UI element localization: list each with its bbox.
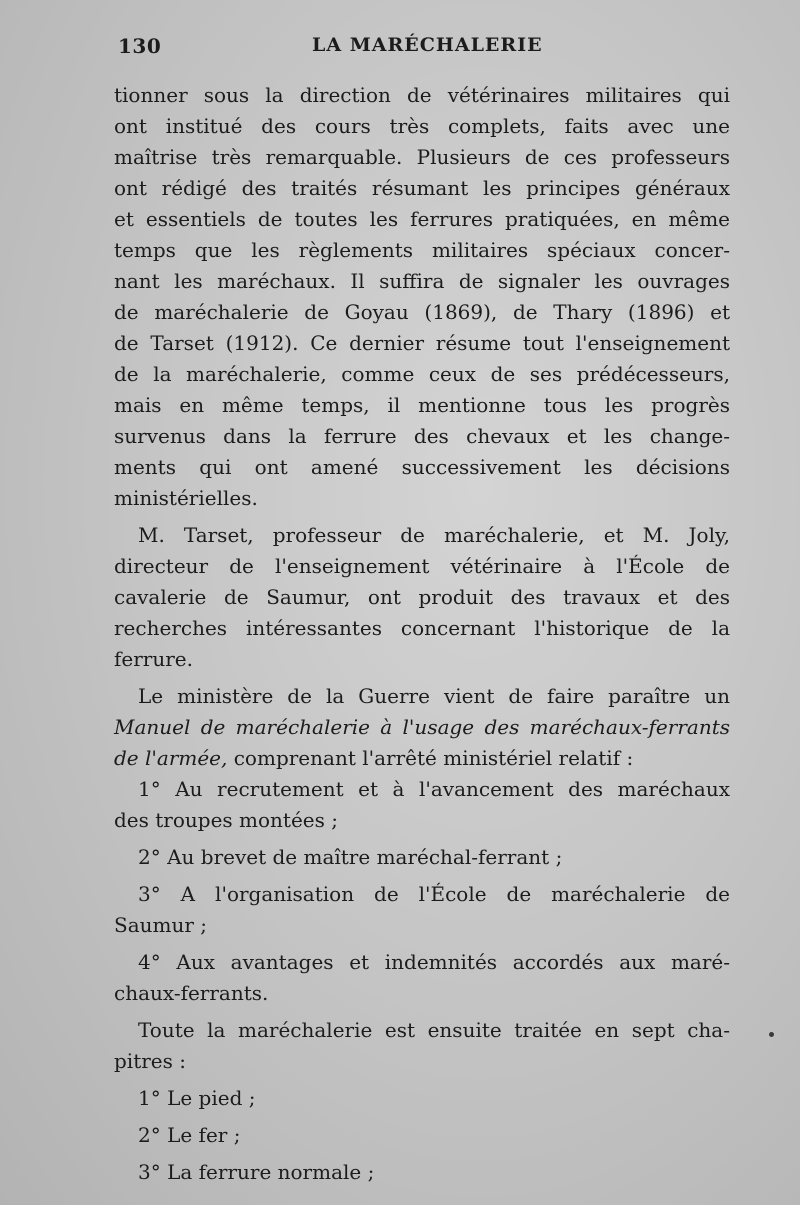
text-line: de la maréchalerie, comme ceux de ses prédécesseurs, <box>114 362 730 386</box>
page-number: 130 <box>118 34 162 58</box>
text-line: Toute la maréchalerie est ensuite traitée en sept cha- <box>138 1018 730 1042</box>
text-line: cavalerie de Saumur, ont produit des travaux et des <box>114 585 730 609</box>
text-line: des troupes montées ; <box>114 808 338 832</box>
list-item: 4° Aux avantages et indemnités accordés aux maré- <box>138 950 730 974</box>
text-line-italic: Manuel de maréchalerie à l'usage des maréchaux-ferrants <box>114 715 730 739</box>
list-item: 2° Au brevet de maître maréchal-ferrant ; <box>138 845 563 869</box>
italic-fragment: de l'armée, <box>114 746 228 770</box>
text-line: mais en même temps, il mentionne tous les progrès <box>114 393 730 417</box>
text-line: Le ministère de la Guerre vient de faire paraître un <box>138 684 730 708</box>
text-line: ministérielles. <box>114 486 258 510</box>
text-line: recherches intéressantes concernant l'historique de la <box>114 616 730 640</box>
text-line: tionner sous la direction de vétérinaires militaires qui <box>114 83 730 107</box>
text-line: maîtrise très remarquable. Plusieurs de ces professeurs <box>114 145 730 169</box>
text-line: de Tarset (1912). Ce dernier résume tout l'enseignement <box>114 331 730 355</box>
text-line: ferrure. <box>114 647 193 671</box>
text-line: directeur de l'enseignement vétérinaire à l'École de <box>114 554 730 578</box>
text-line: ont rédigé des traités résumant les principes généraux <box>114 176 730 200</box>
text-fragment: comprenant l'arrêté ministériel relatif : <box>233 746 634 770</box>
text-line: survenus dans la ferrure des chevaux et les change- <box>114 424 730 448</box>
text-line: et essentiels de toutes les ferrures pratiquées, en même <box>114 207 730 231</box>
running-title: LA MARÉCHALERIE <box>312 34 543 56</box>
list-item: 2° Le fer ; <box>138 1123 241 1147</box>
text-line-mixed <box>114 743 730 774</box>
text-line: de maréchalerie de Goyau (1869), de Thary (1896) et <box>114 300 730 324</box>
body-text <box>114 80 730 1188</box>
list-item: 1° Au recrutement et à l'avancement des maréchaux <box>138 777 730 801</box>
text-line: ont institué des cours très complets, faits avec une <box>114 114 730 138</box>
text-line: temps que les règlements militaires spéciaux concer- <box>114 238 730 262</box>
page-header <box>118 34 730 64</box>
text-line: M. Tarset, professeur de maréchalerie, et M. Joly, <box>138 523 730 547</box>
text-line: ments qui ont amené successivement les décisions <box>114 455 730 479</box>
text-line: pitres : <box>114 1049 186 1073</box>
list-item: 1° Le pied ; <box>138 1086 256 1110</box>
list-item: 3° A l'organisation de l'École de maréchalerie de <box>138 882 730 906</box>
text-line: chaux-ferrants. <box>114 981 269 1005</box>
text-line: Saumur ; <box>114 913 208 937</box>
ink-speck <box>769 1032 774 1037</box>
text-line: nant les maréchaux. Il suffira de signaler les ouvrages <box>114 269 730 293</box>
list-item: 3° La ferrure normale ; <box>138 1160 375 1184</box>
